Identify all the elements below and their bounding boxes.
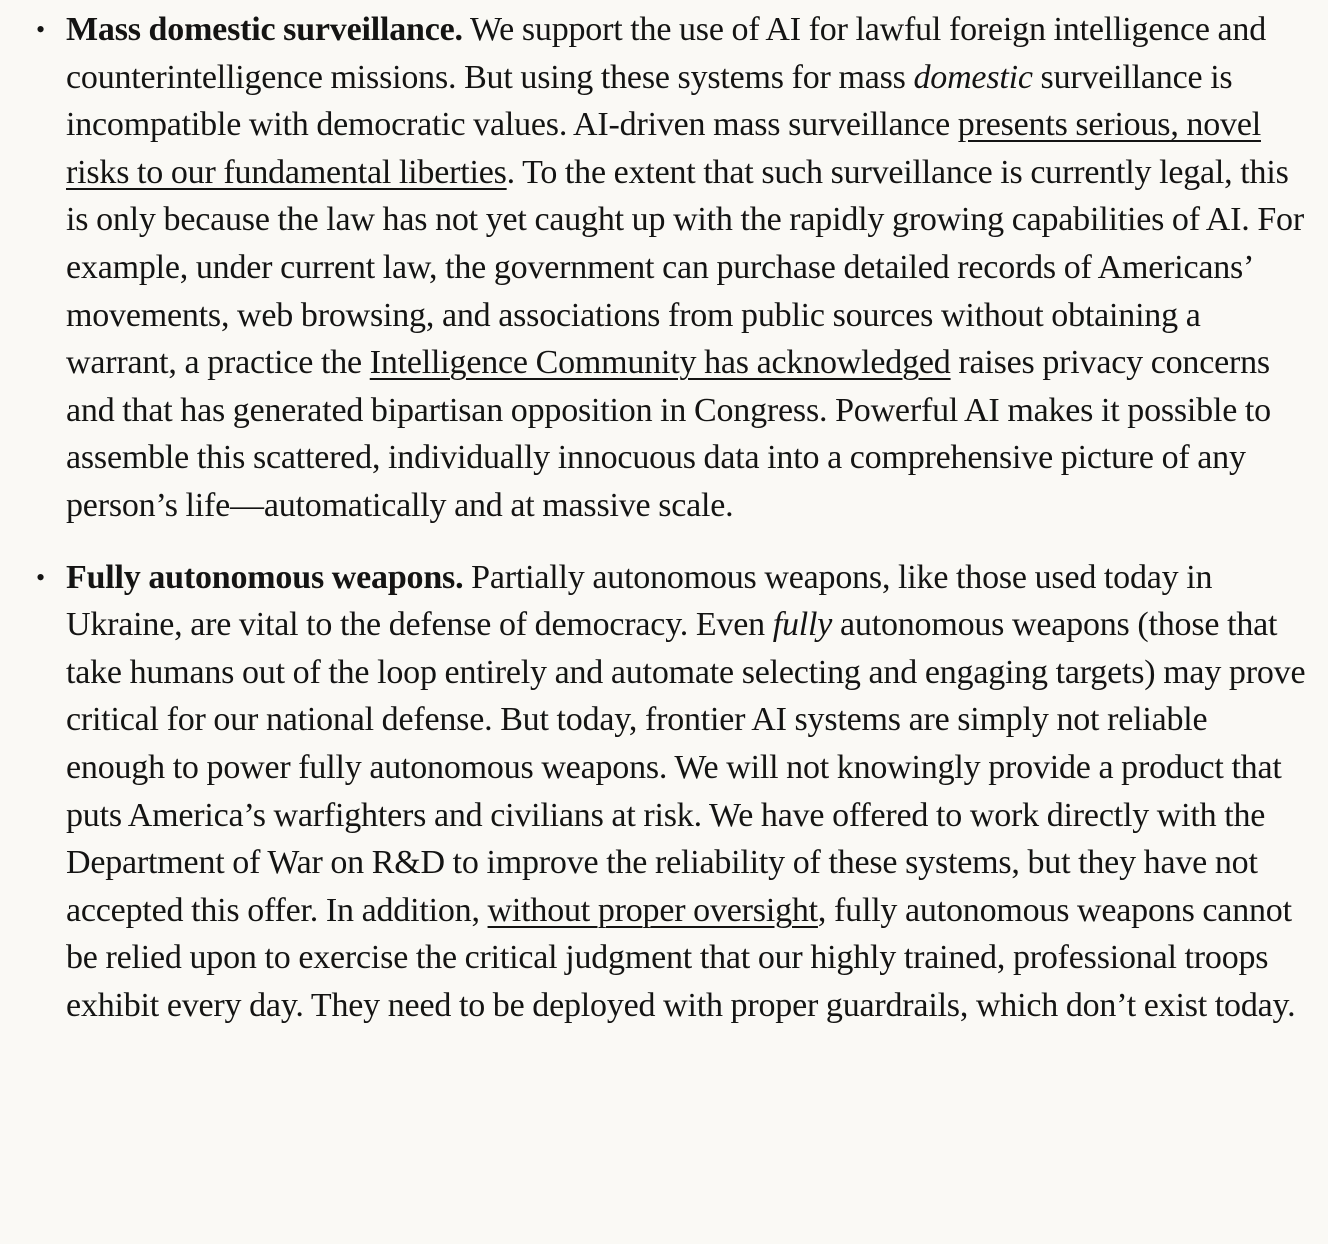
article-content <box>0 6 1328 1029</box>
paragraph-text: . To the extent that such surveillance is currently legal, this is only because the law has not yet caught up with the rapidly growing capabilities of AI. For example, under current law, the government can purchase detailed records of Americans’ movements, web browsing, and associations from public sources without obtaining a warrant, a practice the <box>66 153 1304 382</box>
link-intelligence-community[interactable]: Intelligence Community has acknowledged <box>369 344 951 382</box>
paragraph-text: surveillance is incompatible with democratic values. AI-driven mass surveillance <box>66 58 1233 144</box>
link-fundamental-liberties[interactable]: presents serious, novel risks to our fundamental liberties <box>66 106 1261 191</box>
paragraph-text: raises privacy concerns and that has generated bipartisan opposition in Congress. Powerful AI makes it possible to assemble this scattered, individually innocuous data into a comprehensive picture of any person’s life—automatically and at massive scale. <box>66 344 1271 524</box>
bullet-list <box>0 6 1328 1029</box>
list-item-fully-autonomous-weapons <box>0 554 1306 1030</box>
paragraph-text: Partially autonomous weapons, like those used today in Ukraine, are vital to the defense of democracy. Even <box>66 558 1213 644</box>
item-heading: Fully autonomous weapons. <box>66 558 464 596</box>
link-without-proper-oversight[interactable]: without proper oversight <box>487 891 818 929</box>
emphasis-text: domestic <box>913 58 1033 96</box>
item-heading: Mass domestic surveillance. <box>66 11 463 48</box>
emphasis-text: fully <box>772 606 833 644</box>
paragraph-text: autonomous weapons (those that take humans out of the loop entirely and automate selecting and engaging targets) may prove critical for our national defense. But today, frontier AI systems are simply not reliable enough to power fully autonomous weapons. We will not knowingly provide a product that puts America’s warfighters and civilians at risk. We have offered to work directly with the Department of War on R&D to improve the reliability of these systems, but they have not accepted this offer. In addition, <box>66 606 1306 929</box>
bullet-icon <box>36 6 45 54</box>
bullet-icon <box>36 554 45 602</box>
paragraph-text: , fully autonomous weapons cannot be relied upon to exercise the critical judgment that our highly trained, professional troops exhibit every day. They need to be deployed with proper guardrails, which don’t exist today. <box>66 891 1296 1024</box>
list-item-mass-domestic-surveillance <box>0 6 1306 530</box>
paragraph-text: We support the use of AI for lawful foreign intelligence and counterintelligence missions. But using these systems for mass <box>66 11 1267 96</box>
